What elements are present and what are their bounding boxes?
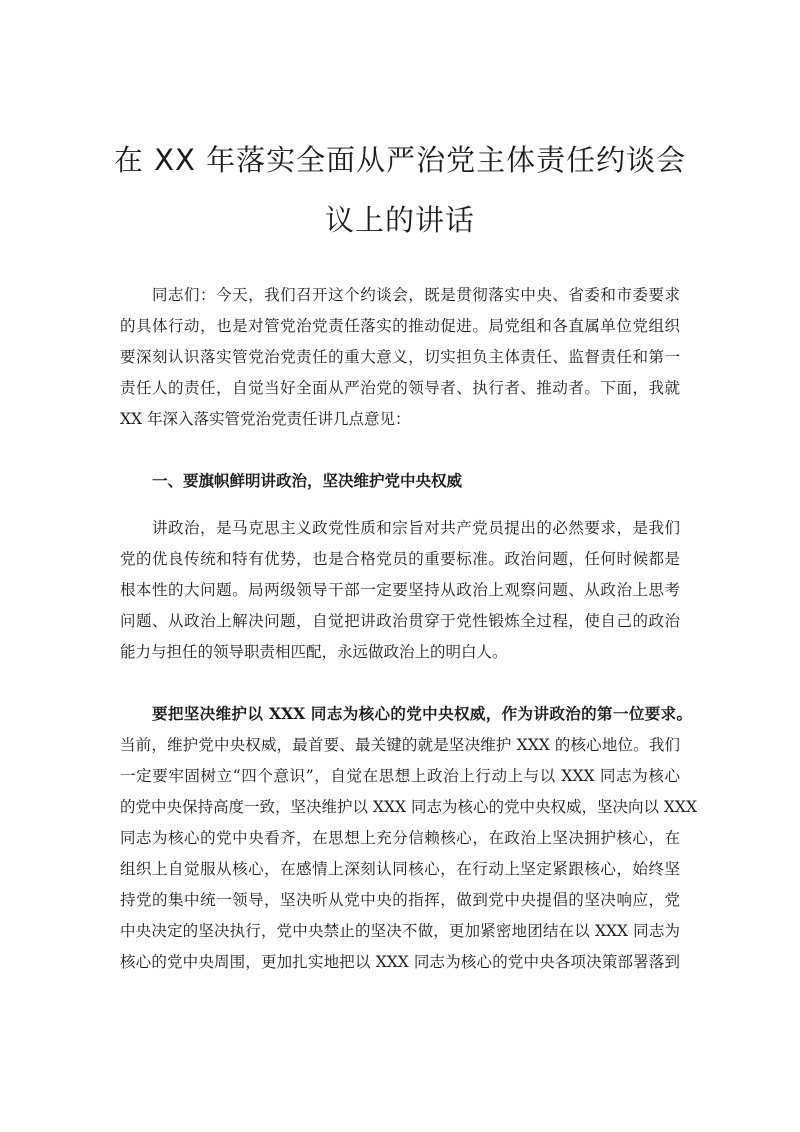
para3-line-8: 核心的党中央周围，更加扎实地把以 XXX 同志为核心的党中央各项决策部署落到 bbox=[120, 953, 680, 971]
para2-line-1: 讲政治，是马克思主义政党性质和宗旨对共产党员提出的必然要求，是我们 bbox=[152, 519, 680, 537]
para3-line-2: 一定要牢固树立“四个意识”，自觉在思想上政治上行动上与以 XXX 同志为核心 bbox=[120, 767, 680, 785]
document-title-line-1: 在 XX 年落实全面从严治党主体责任约谈会 bbox=[113, 143, 687, 177]
para2-line-5: 能力与担任的领导职责相匹配，永远做政治上的明白人。 bbox=[120, 643, 508, 661]
para3-line-5: 组织上自觉服从核心，在感情上深刻认同核心，在行动上坚定紧跟核心，始终坚 bbox=[120, 860, 680, 878]
para2-line-4: 问题、从政治上解决问题，自觉把讲政治贯穿于党性锻炼全过程，使自己的政治 bbox=[120, 612, 680, 630]
para3-line-4: 同志为核心的党中央看齐，在思想上充分信赖核心，在政治上坚决拥护核心，在 bbox=[120, 829, 680, 847]
section-heading-1: 一、要旗帜鲜明讲政治，坚决维护党中央权威 bbox=[152, 471, 463, 490]
para2-line-3: 根本性的大问题。局两级领导干部一定要坚持从政治上观察问题、从政治上思考 bbox=[120, 581, 680, 599]
para3-line-1: 当前，维护党中央权威，最首要、最关键的就是坚决维护 XXX 的核心地位。我们 bbox=[120, 736, 680, 754]
para3-line-3: 的党中央保持高度一致，坚决维护以 XXX 同志为核心的党中央权威，坚决向以 XXX bbox=[120, 798, 697, 816]
intro-line-3: 要深刻认识落实管党治党责任的重大意义，切实担负主体责任、监督责任和第一 bbox=[120, 348, 680, 366]
para3-line-6: 持党的集中统一领导，坚决听从党中央的指挥，做到党中央提倡的坚决响应，党 bbox=[120, 891, 680, 909]
intro-line-4: 责任人的责任，自觉当好全面从严治党的领导者、执行者、推动者。下面，我就 bbox=[120, 379, 680, 397]
para2-line-2: 党的优良传统和特有优势，也是合格党员的重要标准。政治问题，任何时候都是 bbox=[120, 550, 680, 568]
para3-bold-lead: 要把坚决维护以 XXX 同志为核心的党中央权威，作为讲政治的第一位要求。 bbox=[152, 704, 692, 723]
intro-line-1: 同志们：今天，我们召开这个约谈会，既是贯彻落实中央、省委和市委要求 bbox=[152, 286, 680, 304]
intro-line-5: XX 年深入落实管党治党责任讲几点意见： bbox=[120, 410, 411, 428]
para3-line-7: 中央决定的坚决执行，党中央禁止的坚决不做，更加紧密地团结在以 XXX 同志为 bbox=[120, 922, 680, 940]
intro-line-2: 的具体行动，也是对管党治党责任落实的推动促进。局党组和各直属单位党组织 bbox=[120, 317, 680, 335]
document-title-line-2: 议上的讲话 bbox=[324, 203, 475, 237]
